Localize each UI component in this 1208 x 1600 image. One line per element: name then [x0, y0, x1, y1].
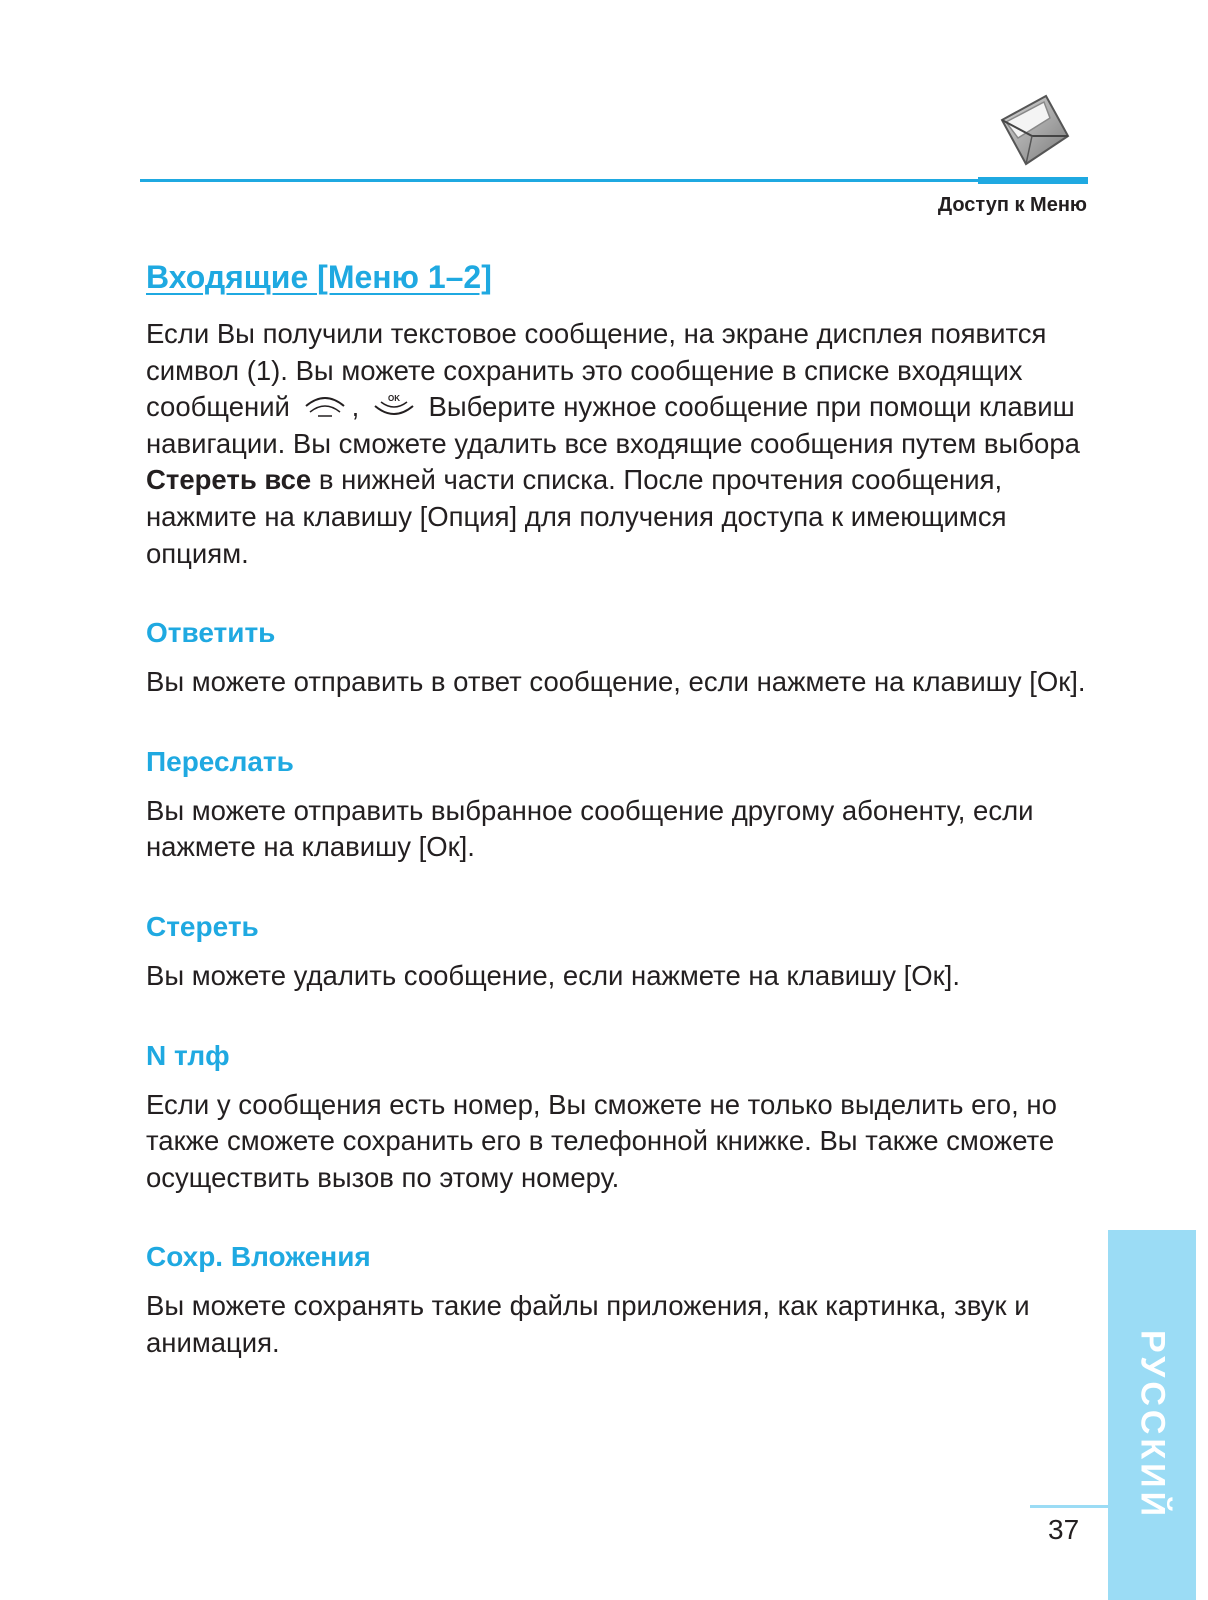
running-head: Доступ к Меню [937, 194, 1087, 216]
header-rule-tab [978, 177, 1088, 184]
section-heading: Ответить [146, 617, 276, 649]
intro-text-3: в нижней части списка. После прочтения сообщения, нажмите на клавишу [Опция] для получения доступа к имеющимся опциям. [146, 464, 1007, 569]
section-heading: Сохр. Вложения [146, 1241, 371, 1273]
nav-up-key-icon [302, 392, 348, 422]
language-side-tab-label: РУССКИЙ [1133, 1329, 1172, 1521]
intro-bold-term: Стереть все [146, 464, 312, 496]
nav-down-key-icon [371, 392, 417, 422]
intro-text-2: Выберите нужное сообщение при помощи клавиш навигации. Вы сможете удалить все входящие сообщения путем выбора [146, 391, 1080, 459]
section-heading: Стереть [146, 910, 259, 942]
page-number: 37 [1048, 1514, 1080, 1545]
intro-separator: , [351, 391, 360, 423]
section-text: Вы можете отправить в ответ сообщение, если нажмете на клавишу [Ок]. [146, 666, 1086, 698]
envelope-icon [996, 90, 1072, 170]
section-text: Вы можете удалить сообщение, если нажмете на клавишу [Ок]. [146, 959, 960, 991]
section-heading: N тлф [146, 1039, 230, 1071]
section-phone-number [146, 1039, 1086, 1197]
intro-paragraph [146, 316, 1086, 572]
page-title: Входящие [Меню 1–2] [146, 259, 492, 295]
section-text: Если у сообщения есть номер, Вы сможете не только выделить его, но также сможете сохранить его в телефонной книжке. Вы также сможете осуществить вызов по этому номеру. [146, 1088, 1057, 1193]
section-forward [146, 745, 1086, 866]
main-content [146, 258, 1086, 1362]
header-rule [140, 179, 1088, 182]
page-number-rule [1030, 1505, 1108, 1508]
section-heading: Переслать [146, 745, 294, 777]
nav-down-key-label: OK [387, 394, 400, 404]
section-reply [146, 616, 1086, 701]
intro-text-1: Если Вы получили текстовое сообщение, на экране дисплея появится символ (1). Вы можете сохранить это сообщение в списке входящих сообщений [146, 318, 1047, 423]
section-text: Вы можете сохранять такие файлы приложения, как картинка, звук и анимация. [146, 1290, 1030, 1358]
section-text: Вы можете отправить выбранное сообщение другому абоненту, если нажмете на клавишу [Ок]. [146, 794, 1034, 863]
section-delete [146, 910, 1086, 995]
section-save-attachments [146, 1240, 1086, 1361]
